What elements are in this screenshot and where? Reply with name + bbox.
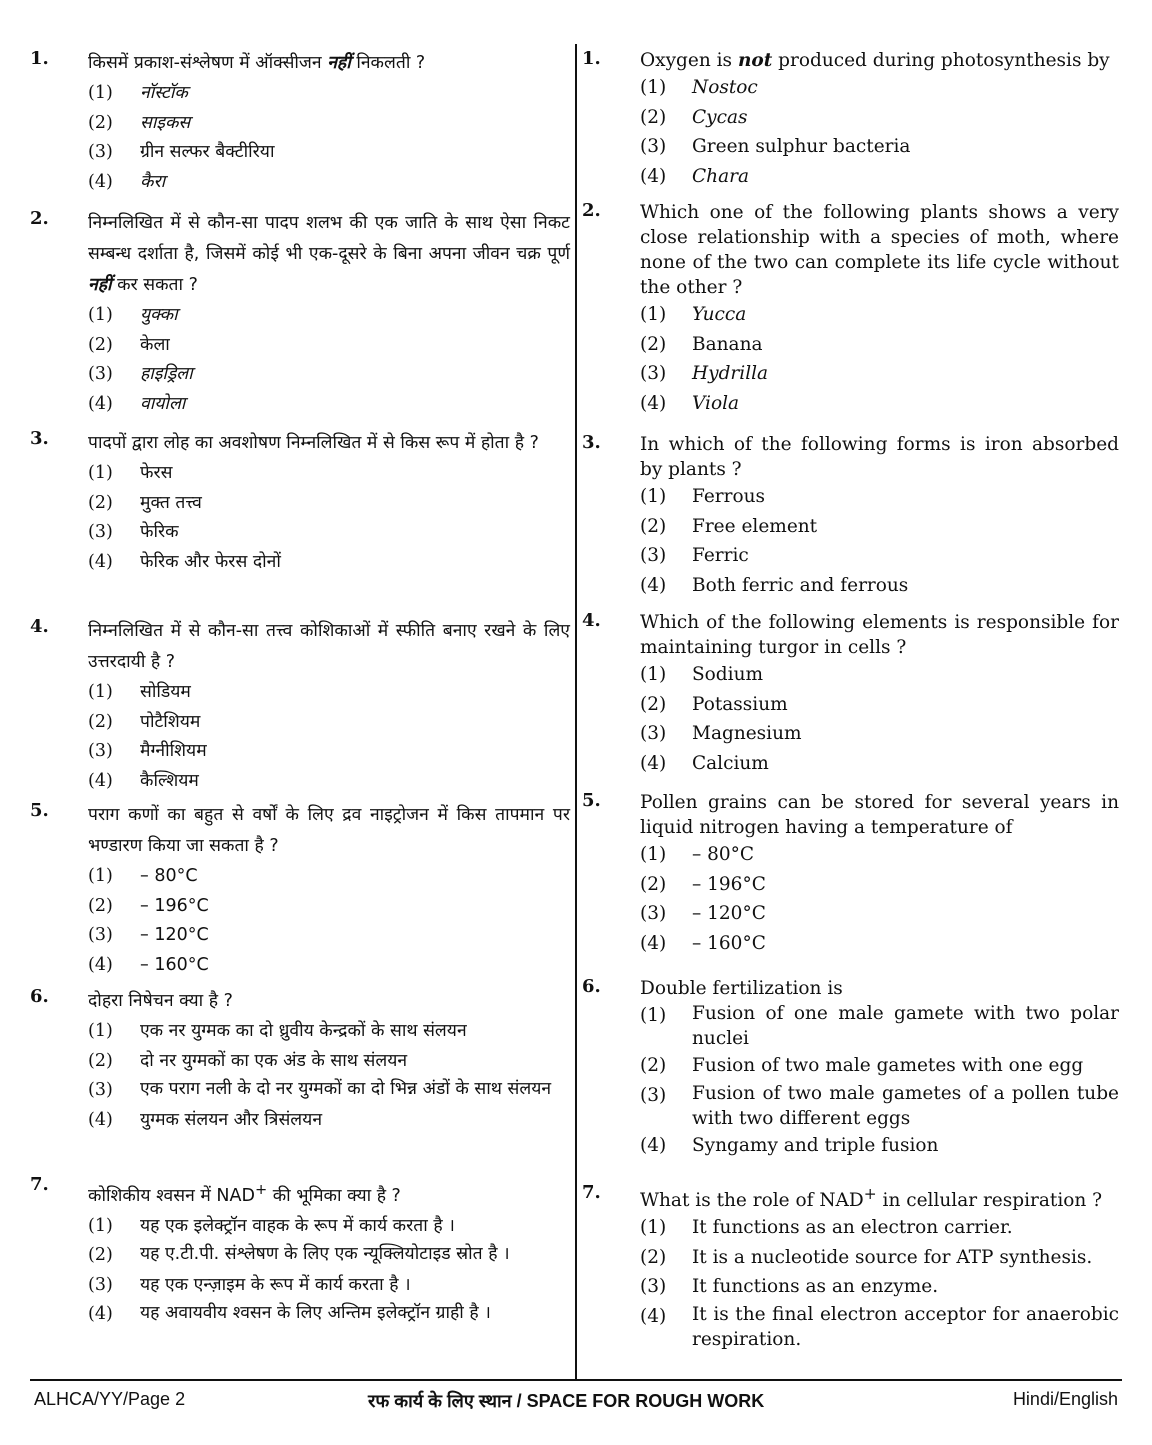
question-text-part: कोशिकीय श्वसन में NAD bbox=[88, 1185, 255, 1206]
question-text-part: पराग कणों का बहुत से वर्षों के लिए द्रव नाइट्रोजन में किस तापमान पर भण्डारण किया जा सकता है ? bbox=[88, 805, 570, 856]
question-stem bbox=[30, 986, 570, 1017]
option-text: – 80°C bbox=[140, 866, 198, 886]
question-text-part: Oxygen is bbox=[640, 50, 738, 71]
option-text: ग्रीन सल्फर बैक्टीरिया bbox=[140, 142, 275, 162]
option-text: Ferrous bbox=[692, 486, 766, 507]
option-text: Cycas bbox=[692, 106, 748, 128]
option-text: साइकस bbox=[140, 112, 191, 133]
option-text: Chara bbox=[692, 165, 749, 187]
question-text bbox=[640, 976, 1119, 1001]
option-4 bbox=[640, 749, 1119, 779]
option-4 bbox=[640, 929, 1119, 959]
option-number: (1) bbox=[88, 305, 113, 325]
option-3 bbox=[88, 518, 570, 548]
superscript-plus: + bbox=[863, 1185, 877, 1203]
option-text: Free element bbox=[692, 515, 818, 537]
question-6 bbox=[582, 976, 1119, 1160]
option-number: (1) bbox=[88, 83, 113, 103]
option-list bbox=[30, 301, 570, 419]
option-number: (3) bbox=[640, 1276, 667, 1298]
option-text: दो नर युग्मकों का एक अंड के साथ संलयन bbox=[140, 1050, 408, 1071]
option-number: (3) bbox=[88, 142, 113, 162]
option-text: यह ए.टी.पी. संश्लेषण के लिए एक न्यूक्लियोटाइड स्रोत है । bbox=[140, 1244, 510, 1265]
option-number: (2) bbox=[640, 106, 667, 128]
option-1 bbox=[88, 862, 570, 892]
option-text: Viola bbox=[692, 392, 740, 414]
option-number: (2) bbox=[88, 492, 113, 513]
option-number: (4) bbox=[640, 392, 667, 414]
option-1 bbox=[640, 660, 1119, 690]
question-text-part: कर सकता ? bbox=[111, 275, 198, 295]
option-number: (3) bbox=[640, 723, 667, 744]
option-1 bbox=[88, 79, 570, 109]
column-divider bbox=[575, 44, 577, 1379]
option-3 bbox=[640, 719, 1119, 749]
option-text: सोडियम bbox=[140, 682, 191, 702]
option-list bbox=[30, 79, 570, 197]
question-number: 6. bbox=[30, 986, 49, 1007]
option-number: (1) bbox=[88, 682, 113, 702]
language-label: Hindi/English bbox=[1012, 1389, 1118, 1409]
option-number: (4) bbox=[88, 393, 113, 414]
option-number: (2) bbox=[640, 333, 667, 355]
option-1 bbox=[88, 459, 570, 489]
option-1 bbox=[640, 300, 1119, 330]
option-text: Fusion of two male gametes with one egg bbox=[692, 1055, 1084, 1076]
page-footer bbox=[30, 1389, 1122, 1415]
question-stem bbox=[582, 1182, 1119, 1213]
question-stem bbox=[30, 800, 570, 862]
option-number: (1) bbox=[88, 1021, 113, 1041]
question-text bbox=[640, 1182, 1119, 1213]
option-4 bbox=[88, 1106, 570, 1136]
option-text: It is the final electron acceptor for anaerobic respiration. bbox=[692, 1303, 1119, 1350]
option-2 bbox=[640, 512, 1119, 542]
option-2 bbox=[88, 109, 570, 139]
question-5 bbox=[582, 790, 1119, 958]
option-1 bbox=[88, 301, 570, 331]
question-number: 7. bbox=[582, 1182, 601, 1203]
option-text: Calcium bbox=[692, 752, 769, 774]
option-text: फेरस bbox=[140, 463, 173, 483]
question-4 bbox=[30, 616, 570, 796]
option-number: (4) bbox=[640, 932, 667, 954]
question-number: 3. bbox=[30, 428, 49, 449]
question-number: 3. bbox=[582, 432, 601, 453]
question-text-part: किसमें प्रकाश-संश्लेषण में ऑक्सीजन bbox=[88, 53, 328, 73]
option-number: (2) bbox=[640, 873, 667, 895]
question-text bbox=[88, 208, 570, 301]
option-text: Both ferric and ferrous bbox=[692, 574, 909, 596]
question-text-part: की भूमिका क्या है ? bbox=[267, 1185, 401, 1206]
option-text: हाइड्रिला bbox=[140, 364, 193, 384]
question-stem bbox=[30, 616, 570, 678]
question-4 bbox=[582, 610, 1119, 778]
option-list bbox=[582, 660, 1119, 778]
question-2 bbox=[582, 200, 1119, 418]
option-3 bbox=[640, 899, 1119, 929]
option-number: (4) bbox=[640, 1134, 667, 1156]
question-text-part: निकलती ? bbox=[350, 53, 426, 73]
option-3 bbox=[88, 737, 570, 767]
question-number: 1. bbox=[30, 48, 49, 69]
option-number: (2) bbox=[640, 1055, 667, 1076]
option-text: Green sulphur bacteria bbox=[692, 136, 911, 157]
option-2 bbox=[640, 1243, 1119, 1273]
option-text: नॉस्टॉक bbox=[140, 83, 188, 103]
question-stem bbox=[30, 48, 570, 79]
option-text: It functions as an enzyme. bbox=[692, 1276, 939, 1298]
question-text bbox=[640, 610, 1119, 660]
question-stem bbox=[582, 432, 1119, 482]
question-text-part: in cellular respiration ? bbox=[876, 1190, 1103, 1212]
option-number: (1) bbox=[640, 77, 667, 98]
option-2 bbox=[640, 103, 1119, 133]
question-text-part: Which one of the following plants shows a very close relationship with a species of moth, where none of the two can complete its life cycle without the other ? bbox=[640, 202, 1119, 298]
option-1 bbox=[88, 1017, 570, 1047]
option-3 bbox=[88, 1271, 570, 1301]
option-text: – 196°C bbox=[692, 873, 766, 895]
option-3 bbox=[640, 359, 1119, 389]
option-4 bbox=[640, 571, 1119, 601]
option-list bbox=[582, 482, 1119, 600]
question-stem bbox=[30, 1174, 570, 1212]
option-text: – 120°C bbox=[692, 903, 766, 924]
question-number: 6. bbox=[582, 976, 601, 997]
option-text: यह एक एन्ज़ाइम के रूप में कार्य करता है । bbox=[140, 1274, 411, 1295]
option-text: Ferric bbox=[692, 545, 749, 566]
option-text: मैग्नीशियम bbox=[140, 741, 207, 761]
option-list bbox=[30, 862, 570, 980]
option-number: (3) bbox=[88, 925, 113, 945]
option-text: Sodium bbox=[692, 664, 764, 685]
question-text bbox=[640, 200, 1119, 300]
question-number: 1. bbox=[582, 48, 601, 69]
option-number: (3) bbox=[640, 545, 667, 566]
option-2 bbox=[640, 870, 1119, 900]
question-number: 2. bbox=[30, 208, 49, 229]
option-number: (4) bbox=[88, 551, 113, 572]
option-number: (2) bbox=[88, 711, 113, 732]
option-2 bbox=[640, 330, 1119, 360]
option-4 bbox=[640, 1302, 1119, 1352]
question-text bbox=[88, 986, 570, 1017]
option-2 bbox=[88, 331, 570, 361]
option-number: (2) bbox=[640, 515, 667, 537]
option-1 bbox=[640, 73, 1119, 103]
question-5 bbox=[30, 800, 570, 980]
question-text-part: निम्नलिखित में से कौन-सा तत्त्व कोशिकाओं में स्फीति बनाए रखने के लिए उत्तरदायी है ? bbox=[88, 621, 570, 672]
option-2 bbox=[88, 1241, 570, 1271]
option-text: – 80°C bbox=[692, 844, 755, 865]
option-text: यह अवायवीय श्वसन के लिए अन्तिम इलेक्ट्रॉन ग्राही है । bbox=[140, 1303, 491, 1324]
rough-work-label: रफ कार्य के लिए स्थान / SPACE FOR ROUGH WORK bbox=[368, 1391, 765, 1411]
option-number: (3) bbox=[88, 1080, 113, 1100]
page-code: ALHCA/YY/Page 2 bbox=[34, 1389, 186, 1409]
option-number: (1) bbox=[640, 664, 667, 685]
option-text: एक नर युग्मक का दो ध्रुवीय केन्द्रकों के साथ संलयन bbox=[140, 1021, 467, 1041]
question-number: 5. bbox=[30, 800, 49, 821]
option-text: Fusion of one male gamete with two polar nuclei bbox=[692, 1003, 1119, 1049]
option-number: (4) bbox=[640, 752, 667, 774]
option-2 bbox=[640, 1051, 1119, 1081]
option-3 bbox=[88, 921, 570, 951]
option-number: (4) bbox=[640, 1305, 667, 1327]
question-text-part: Which of the following elements is responsible for maintaining turgor in cells ? bbox=[640, 612, 1119, 658]
question-text-part: निम्नलिखित में से कौन-सा पादप शलभ की एक जाति के साथ ऐसा निकट सम्बन्ध दर्शाता है, जिसमें कोई भी एक-दूसरे के बिना अपना जीवन चक्र पूर्ण bbox=[88, 213, 570, 264]
question-stem bbox=[582, 976, 1119, 1001]
option-3 bbox=[88, 360, 570, 390]
option-number: (4) bbox=[88, 954, 113, 975]
option-text: पोटैशियम bbox=[140, 711, 201, 732]
option-list bbox=[582, 73, 1119, 191]
question-text bbox=[640, 790, 1119, 840]
option-number: (3) bbox=[640, 136, 667, 157]
option-number: (3) bbox=[88, 522, 113, 542]
option-list bbox=[30, 678, 570, 796]
option-4 bbox=[88, 390, 570, 420]
option-number: (3) bbox=[88, 1274, 113, 1295]
option-number: (2) bbox=[88, 112, 113, 133]
question-text bbox=[640, 48, 1119, 73]
option-text: केला bbox=[140, 334, 170, 355]
question-number: 4. bbox=[30, 616, 49, 637]
option-list bbox=[582, 300, 1119, 418]
question-number: 7. bbox=[30, 1174, 49, 1195]
question-text-part: दोहरा निषेचन क्या है ? bbox=[88, 991, 233, 1011]
option-number: (4) bbox=[88, 770, 113, 791]
option-4 bbox=[640, 162, 1119, 192]
option-number: (2) bbox=[88, 1245, 113, 1266]
option-4 bbox=[88, 767, 570, 797]
option-number: (3) bbox=[640, 363, 667, 384]
emphasis-word: नहीं bbox=[88, 275, 112, 295]
option-1 bbox=[640, 1001, 1119, 1051]
question-7 bbox=[30, 1174, 570, 1330]
option-text: कैल्शियम bbox=[140, 770, 199, 791]
option-4 bbox=[88, 168, 570, 198]
option-number: (1) bbox=[640, 1217, 667, 1239]
question-1 bbox=[30, 48, 570, 197]
option-text: Potassium bbox=[692, 693, 788, 715]
option-2 bbox=[88, 708, 570, 738]
option-text: युक्का bbox=[140, 305, 178, 325]
option-number: (2) bbox=[640, 693, 667, 715]
question-text-part: Pollen grains can be stored for several years in liquid nitrogen having a temperature of bbox=[640, 792, 1119, 838]
question-text-part: What is the role of NAD bbox=[640, 1190, 864, 1212]
option-text: Magnesium bbox=[692, 723, 802, 744]
option-text: Yucca bbox=[692, 304, 747, 325]
question-number: 5. bbox=[582, 790, 601, 811]
emphasis-word: not bbox=[737, 50, 773, 71]
option-3 bbox=[640, 541, 1119, 571]
option-text: एक पराग नली के दो नर युग्मकों का दो भिन्न अंडों के साथ संलयन bbox=[140, 1079, 552, 1099]
option-number: (3) bbox=[88, 741, 113, 761]
option-list bbox=[30, 1017, 570, 1135]
option-number: (3) bbox=[640, 1084, 667, 1106]
question-text-part: पादपों द्वारा लोह का अवशोषण निम्नलिखित में से किस रूप में होता है ? bbox=[88, 433, 539, 453]
question-text bbox=[88, 428, 570, 459]
option-4 bbox=[88, 548, 570, 578]
question-stem bbox=[582, 200, 1119, 300]
question-stem bbox=[30, 428, 570, 459]
option-3 bbox=[640, 132, 1119, 162]
option-number: (4) bbox=[640, 574, 667, 596]
option-text: Hydrilla bbox=[692, 363, 769, 384]
question-text-part: Double fertilization is bbox=[640, 978, 843, 999]
option-number: (1) bbox=[88, 463, 113, 483]
question-text-part: produced during photosynthesis by bbox=[772, 50, 1110, 71]
question-stem bbox=[582, 790, 1119, 840]
option-3 bbox=[88, 1076, 570, 1106]
question-1 bbox=[582, 48, 1119, 191]
option-number: (2) bbox=[88, 1050, 113, 1071]
option-text: – 120°C bbox=[140, 925, 209, 945]
option-1 bbox=[88, 678, 570, 708]
question-text bbox=[88, 800, 570, 862]
option-number: (1) bbox=[640, 486, 667, 507]
question-text-part: In which of the following forms is iron absorbed by plants ? bbox=[640, 434, 1119, 480]
option-number: (4) bbox=[88, 171, 113, 192]
option-2 bbox=[88, 1047, 570, 1077]
option-list bbox=[582, 1213, 1119, 1352]
option-text: Fusion of two male gametes of a pollen tube with two different eggs bbox=[692, 1082, 1119, 1129]
emphasis-word: नहीं bbox=[327, 53, 351, 73]
question-6 bbox=[30, 986, 570, 1135]
option-number: (3) bbox=[640, 903, 667, 924]
option-4 bbox=[640, 389, 1119, 419]
option-4 bbox=[88, 1300, 570, 1330]
option-text: – 160°C bbox=[140, 954, 209, 975]
option-number: (2) bbox=[88, 895, 113, 916]
question-text bbox=[640, 432, 1119, 482]
option-list bbox=[30, 1212, 570, 1330]
option-4 bbox=[640, 1131, 1119, 1161]
option-number: (1) bbox=[640, 1005, 667, 1026]
option-text: फेरिक और फेरस दोनों bbox=[140, 551, 281, 572]
option-text: Syngamy and triple fusion bbox=[692, 1134, 939, 1156]
question-number: 4. bbox=[582, 610, 601, 631]
option-3 bbox=[640, 1081, 1119, 1131]
question-7 bbox=[582, 1182, 1119, 1352]
option-1 bbox=[640, 1213, 1119, 1243]
footer-rule bbox=[30, 1379, 1122, 1381]
option-number: (1) bbox=[640, 304, 667, 325]
option-1 bbox=[640, 840, 1119, 870]
option-2 bbox=[88, 892, 570, 922]
option-number: (3) bbox=[88, 364, 113, 384]
question-text bbox=[88, 1174, 570, 1212]
question-2 bbox=[30, 208, 570, 419]
question-stem bbox=[30, 208, 570, 301]
option-text: कैरा bbox=[140, 171, 166, 192]
option-1 bbox=[88, 1212, 570, 1242]
option-number: (1) bbox=[640, 844, 667, 865]
option-text: यह एक इलेक्ट्रॉन वाहक के रूप में कार्य करता है । bbox=[140, 1215, 455, 1236]
option-list bbox=[30, 459, 570, 577]
option-number: (4) bbox=[88, 1304, 113, 1325]
option-text: Banana bbox=[692, 333, 763, 355]
question-text bbox=[88, 48, 570, 79]
option-number: (2) bbox=[640, 1246, 667, 1268]
superscript-plus: + bbox=[254, 1181, 268, 1198]
option-number: (4) bbox=[640, 165, 667, 187]
question-3 bbox=[582, 432, 1119, 600]
option-4 bbox=[88, 951, 570, 981]
question-stem bbox=[582, 48, 1119, 73]
question-stem bbox=[582, 610, 1119, 660]
option-number: (1) bbox=[88, 866, 113, 886]
option-text: युग्मक संलयन और त्रिसंलयन bbox=[140, 1109, 323, 1130]
question-3 bbox=[30, 428, 570, 577]
option-text: मुक्त तत्त्व bbox=[140, 492, 202, 513]
option-text: फेरिक bbox=[140, 522, 179, 542]
option-text: – 160°C bbox=[692, 932, 766, 954]
option-2 bbox=[88, 489, 570, 519]
option-list bbox=[582, 1001, 1119, 1160]
option-number: (1) bbox=[88, 1215, 113, 1236]
option-text: Nostoc bbox=[692, 77, 758, 98]
option-text: It is a nucleotide source for ATP synthesis. bbox=[692, 1246, 1093, 1268]
question-number: 2. bbox=[582, 200, 601, 221]
option-text: वायोला bbox=[140, 393, 186, 414]
question-text bbox=[88, 616, 570, 678]
option-1 bbox=[640, 482, 1119, 512]
option-3 bbox=[640, 1272, 1119, 1302]
option-text: – 196°C bbox=[140, 895, 209, 916]
option-list bbox=[582, 840, 1119, 958]
option-number: (2) bbox=[88, 334, 113, 355]
option-2 bbox=[640, 690, 1119, 720]
option-3 bbox=[88, 138, 570, 168]
option-number: (4) bbox=[88, 1109, 113, 1130]
option-text: It functions as an electron carrier. bbox=[692, 1217, 1013, 1239]
